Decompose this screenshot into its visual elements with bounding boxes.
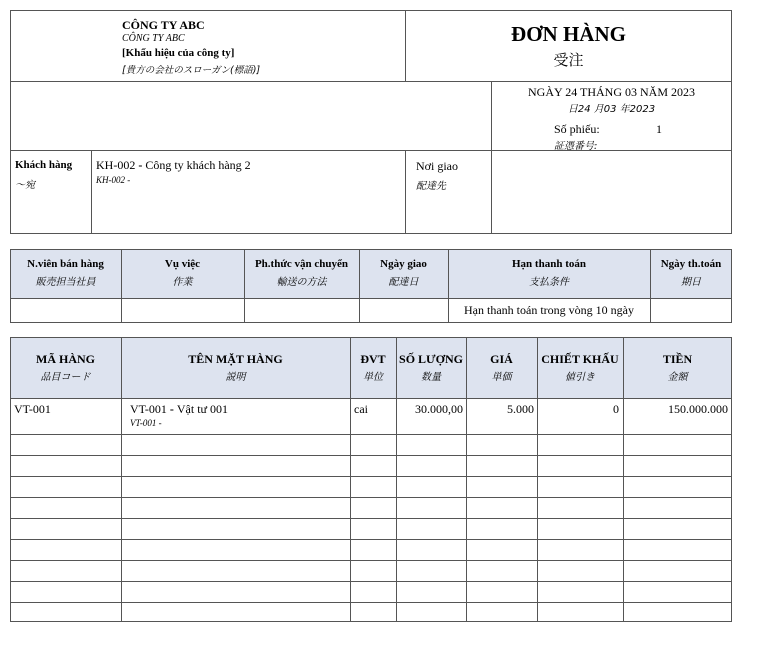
delivery-label: Nơi giao — [416, 159, 459, 173]
document-title: ĐƠN HÀNG — [511, 22, 626, 46]
items-header-code-jp: 品目コード — [40, 372, 91, 383]
items-row-line — [10, 539, 732, 540]
delivery-label-jp: 配達先 — [416, 181, 446, 192]
customer-sub: KH-002 - — [96, 175, 131, 185]
customer-name-line — [96, 158, 251, 173]
voucher-label: Số phiếu: — [554, 122, 600, 136]
items-header-amount-jp: 金額 — [667, 372, 688, 383]
voucher-number: 1 — [656, 122, 662, 136]
items-header-name: TÊN MẶT HÀNG — [188, 352, 283, 366]
items-header-discount-jp: 値引き — [565, 372, 595, 383]
items-row-line — [10, 476, 732, 477]
items-header-qty: SỐ LƯỢNG — [399, 352, 463, 366]
company-name-sub: CÔNG TY ABC — [122, 33, 185, 44]
items-row-line — [10, 497, 732, 498]
items-header-price-jp: 単価 — [491, 372, 512, 383]
info-header-salesperson: N.viên bán hàng — [27, 258, 104, 270]
customer-label-jp: 〜宛 — [15, 180, 35, 191]
customer-divider-2 — [405, 150, 406, 234]
info-header-payment-terms: Hạn thanh toán — [512, 258, 586, 270]
item-price: 5.000 — [507, 402, 534, 416]
item-code: VT-001 — [14, 402, 51, 416]
info-value-payment-terms: Hạn thanh toán trong vòng 10 ngày — [464, 303, 634, 317]
info-header-salesperson-jp: 販売担当社員 — [35, 277, 96, 288]
customer-name: Công ty khách hàng 2 — [145, 158, 251, 172]
info-header-delivery-date: Ngày giao — [380, 258, 427, 270]
items-row-line — [10, 518, 732, 519]
document-title-jp: 受注 — [553, 51, 584, 69]
items-header-discount: CHIẾT KHẤU — [541, 352, 619, 366]
items-header-unit-jp: 単位 — [363, 372, 383, 383]
items-row-line — [10, 560, 732, 561]
document-date: NGÀY 24 THÁNG 03 NĂM 2023 — [528, 85, 695, 99]
customer-label: Khách hàng — [15, 159, 73, 171]
items-row-line — [10, 602, 732, 603]
customer-divider-3 — [491, 150, 492, 234]
item-discount: 0 — [613, 402, 619, 416]
items-row-line — [10, 434, 732, 435]
items-header-code: MÃ HÀNG — [36, 352, 95, 366]
items-header-amount: TIỀN — [662, 352, 693, 366]
items-row-line — [10, 581, 732, 582]
customer-code: KH-002 — [96, 158, 136, 172]
items-header-unit: ĐVT — [360, 352, 386, 366]
document-date-jp: 日24 月03 年2023 — [567, 104, 656, 115]
info-header-job-jp: 作業 — [172, 277, 193, 288]
item-amount: 150.000.000 — [668, 402, 728, 416]
item-name-sub: VT-001 - — [130, 418, 162, 428]
info-header-shipping-jp: 輸送の方法 — [276, 277, 327, 288]
company-name: CÔNG TY ABC — [122, 18, 205, 32]
item-qty: 30.000,00 — [415, 402, 463, 416]
voucher-label-jp: 証憑番号: — [554, 141, 598, 152]
item-name-separator: - — [166, 402, 177, 416]
items-header-qty-jp: 数量 — [421, 372, 441, 383]
items-row-line — [10, 455, 732, 456]
items-header-price: GIÁ — [490, 352, 513, 366]
info-header-delivery-date-jp: 配達日 — [388, 277, 419, 288]
info-header-due-date: Ngày th.toán — [660, 258, 722, 270]
company-slogan: [Khẩu hiệu của công ty] — [122, 47, 235, 59]
info-header-job: Vụ việc — [164, 258, 201, 270]
company-slogan-jp: [貴方の会社のスローガン(標語)] — [122, 65, 261, 76]
info-header-due-date-jp: 期日 — [681, 277, 701, 288]
item-name: Vật tư 001 — [176, 402, 229, 416]
item-unit: cai — [354, 402, 368, 416]
info-header-payment-terms-jp: 支払条件 — [529, 277, 569, 288]
items-header-name-jp: 説明 — [225, 372, 246, 383]
item-name-line — [130, 402, 228, 417]
item-name-code: VT-001 — [130, 402, 167, 416]
info-header-shipping: Ph.thức vận chuyển — [254, 258, 349, 270]
customer-divider-1 — [91, 150, 92, 234]
customer-separator: - — [135, 158, 146, 172]
